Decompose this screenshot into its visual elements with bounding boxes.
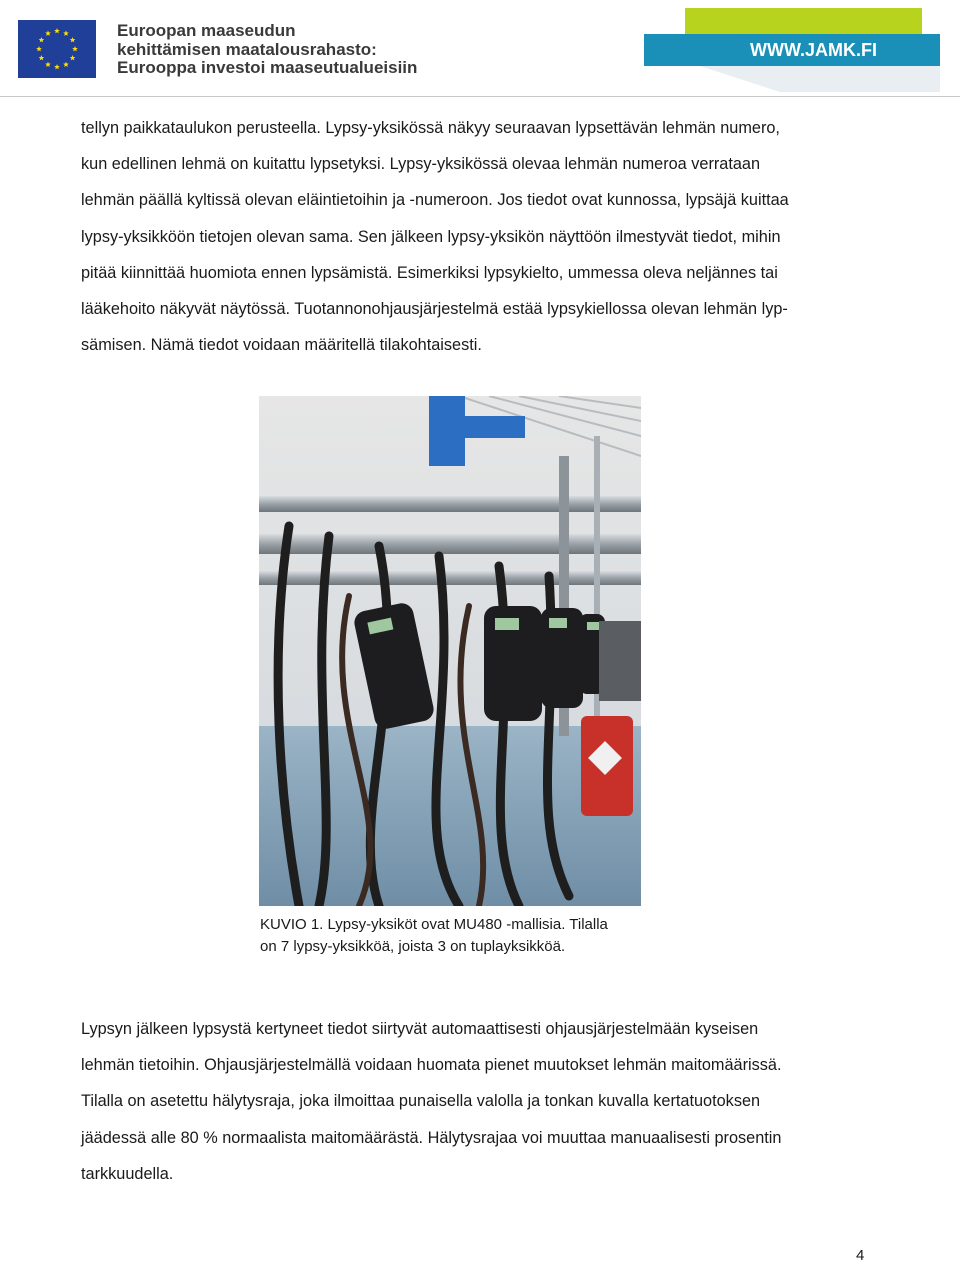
eu-flag-icon <box>18 20 96 78</box>
text-line: kun edellinen lehmä on kuitattu lypsetyksi. Lypsy-yksikössä olevaa lehmän numeroa verrataan <box>81 155 761 174</box>
caption-line: on 7 lypsy-yksikköä, joista 3 on tuplayksikköä. <box>260 938 566 955</box>
text-line: Lypsyn jälkeen lypsystä kertyneet tiedot siirtyvät automaattisesti ohjausjärjestelmään kyseisen <box>81 1020 759 1038</box>
header-divider <box>0 96 960 97</box>
figure-caption <box>260 914 660 958</box>
eu-text-line: Eurooppa investoi maaseutualueisiin <box>117 58 418 77</box>
milking-units-photo <box>259 396 641 906</box>
text-line: lypsy-yksikköön tietojen olevan sama. Sen jälkeen lypsy-yksikön näyttöön ilmestyvät tiedot, mihin <box>81 227 781 246</box>
text-line: jäädessä alle 80 % normaalista maitomäärästä. Hälytysrajaa voi muuttaa manuaalisesti prosentin <box>81 1128 782 1147</box>
page-header <box>0 0 960 98</box>
text-line: pitää kiinnittää huomiota ennen lypsämistä. Esimerkiksi lypsykielto, ummessa oleva neljännes tai <box>81 263 778 282</box>
text-line: tarkkuudella. <box>81 1164 174 1183</box>
text-line: tellyn paikkataulukon perusteella. Lypsy-yksikössä näkyy seuraavan lypsettävän lehmän numero, <box>81 119 780 137</box>
text-line: lehmän tietoihin. Ohjausjärjestelmällä voidaan huomata pienet muutokset lehmän maitomäärissä. <box>81 1056 782 1075</box>
text-line: lääkehoito näkyvät näytössä. Tuotannonohjausjärjestelmä estää lypsykiellossa olevan lehmän lyp- <box>81 300 788 319</box>
eu-fund-text <box>117 22 417 78</box>
page-number: 4 <box>856 1247 865 1264</box>
text-line: Tilalla on asetettu hälytysraja, joka ilmoittaa punaisella valolla ja tonkan kuvalla kertatuotoksen <box>81 1092 761 1111</box>
text-line: lehmän päällä kyltissä olevan eläintietoihin ja -numeroon. Jos tiedot ovat kunnossa, lypsäjä kuittaa <box>81 191 789 210</box>
eu-text-line: Euroopan maaseudun <box>117 21 296 40</box>
eu-text-line: kehittämisen maatalousrahasto: <box>117 39 377 59</box>
text-line: sämisen. Nämä tiedot voidaan määritellä tilakohtaisesti. <box>81 336 482 355</box>
paragraph-1 <box>81 110 881 363</box>
caption-line: KUVIO 1. Lypsy-yksiköt ovat MU480 -mallisia. Tilalla <box>260 916 608 933</box>
jamk-url: WWW.JAMK.FI <box>750 40 877 60</box>
paragraph-2 <box>81 1011 881 1192</box>
jamk-logo[interactable] <box>640 8 940 92</box>
